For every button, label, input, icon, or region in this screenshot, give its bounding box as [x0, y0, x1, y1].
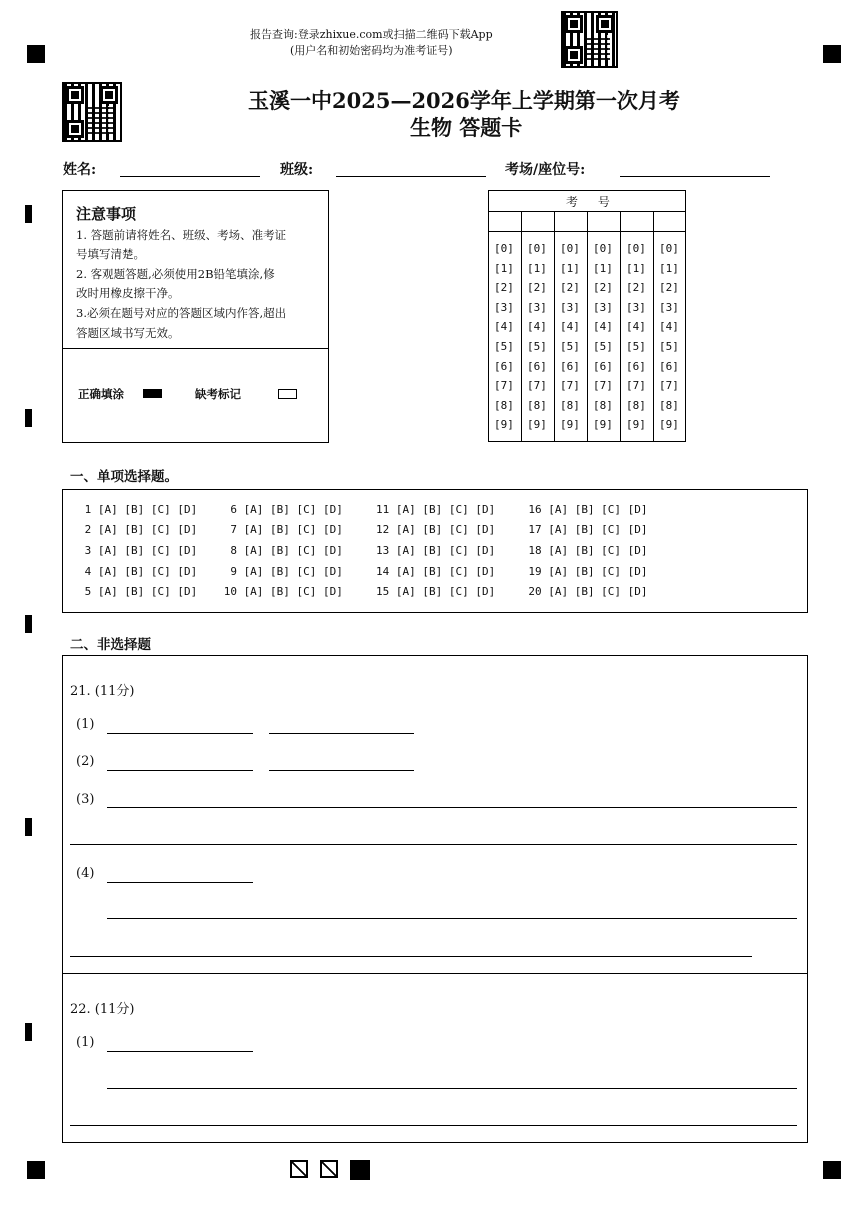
exam-digit-bubble[interactable]: [4]	[560, 320, 580, 334]
exam-digit-bubble[interactable]: [5]	[560, 340, 580, 353]
answer-line[interactable]	[107, 807, 797, 808]
exam-digit-bubble[interactable]: [4]	[659, 320, 679, 334]
q21-title: 21. (11分)	[70, 684, 135, 699]
exam-digit-bubble[interactable]: [3]	[626, 300, 646, 314]
notice-item: 改时用橡皮擦干净。	[76, 286, 180, 300]
exam-digit-bubble[interactable]: [1]	[527, 261, 547, 275]
exam-digit-bubble[interactable]: [6]	[560, 359, 580, 373]
section1-heading: 一、单项选择题。	[70, 469, 178, 485]
qr-code-icon	[561, 11, 618, 68]
exam-digit-bubble[interactable]: [7]	[626, 379, 646, 393]
answer-line[interactable]	[70, 1125, 797, 1126]
exam-digit-bubble[interactable]: [5]	[494, 340, 514, 353]
notice-item: 2. 客观题答题,必须使用2B铅笔填涂,修	[76, 267, 275, 281]
seat-field[interactable]	[620, 176, 770, 177]
exam-digit-bubble[interactable]: [9]	[626, 418, 646, 432]
timing-mark	[25, 409, 32, 427]
exam-digit-bubble[interactable]: [4]	[494, 320, 514, 334]
exam-digit-bubble[interactable]: [9]	[593, 418, 613, 432]
exam-digit-bubble[interactable]: [8]	[626, 398, 646, 412]
q22-title: 22. (11分)	[70, 1002, 135, 1017]
notice-item: 3.必须在题号对应的答题区域内作答,超出	[76, 306, 287, 320]
page-marker-hatched-icon	[320, 1160, 338, 1178]
q21-box	[62, 655, 808, 974]
exam-digit-bubble[interactable]: [6]	[659, 359, 679, 373]
exam-digit-bubble[interactable]: [2]	[560, 281, 580, 295]
choice-row[interactable]: 5 [A] [B] [C] [D] 10 [A] [B] [C] [D] 15 [A] [B] [C] [D] 20 [A] [B] [C] [D]	[78, 585, 648, 598]
q21-part4: (4)	[76, 866, 95, 881]
choice-row[interactable]: 4 [A] [B] [C] [D] 9 [A] [B] [C] [D] 14 [A] [B] [C] [D] 19 [A] [B] [C] [D]	[78, 565, 648, 578]
exam-digit-bubble[interactable]: [8]	[659, 398, 679, 412]
page-marker-hatched-icon	[290, 1160, 308, 1178]
q21-part3: (3)	[76, 792, 95, 807]
exam-digit-bubble[interactable]: [3]	[560, 300, 580, 314]
exam-digit-bubble[interactable]: [8]	[527, 398, 547, 412]
answer-line[interactable]	[269, 770, 414, 771]
report-line-1: 报告查询:登录zhixue.com或扫描二维码下载App	[250, 28, 493, 41]
q21-part2: (2)	[76, 754, 95, 769]
corner-marker-bottom-left	[27, 1161, 45, 1179]
seat-label: 考场/座位号:	[505, 162, 586, 178]
exam-digit-bubble[interactable]: [0]	[626, 242, 646, 255]
exam-digit-bubble[interactable]: [4]	[527, 320, 547, 334]
exam-digit-bubble[interactable]: [7]	[560, 379, 580, 393]
absent-mark-label: 缺考标记	[195, 387, 241, 401]
exam-digit-bubble[interactable]: [7]	[527, 379, 547, 393]
exam-digit-bubble[interactable]: [2]	[527, 281, 547, 295]
exam-digit-bubble[interactable]: [3]	[527, 300, 547, 314]
exam-digit-bubble[interactable]: [9]	[560, 418, 580, 432]
exam-digit-bubble[interactable]: [2]	[626, 281, 646, 295]
exam-digit-bubble[interactable]: [4]	[593, 320, 613, 334]
class-field[interactable]	[336, 176, 486, 177]
exam-digit-bubble[interactable]: [2]	[659, 281, 679, 295]
exam-digit-bubble[interactable]: [5]	[626, 340, 646, 353]
exam-digit-bubble[interactable]: [6]	[494, 359, 514, 373]
timing-mark	[25, 818, 32, 836]
name-field[interactable]	[120, 176, 260, 177]
exam-digit-bubble[interactable]: [1]	[593, 261, 613, 275]
timing-mark	[25, 1023, 32, 1041]
answer-line[interactable]	[70, 956, 752, 957]
timing-mark	[25, 205, 32, 223]
notice-heading: 注意事项	[76, 205, 137, 223]
exam-digit-bubble[interactable]: [3]	[494, 300, 514, 314]
page-title: 玉溪一中2025—2026学年上学期第一次月考	[248, 88, 680, 113]
exam-digit-bubble[interactable]: [1]	[659, 261, 679, 275]
exam-digit-bubble[interactable]: [0]	[560, 242, 580, 255]
exam-digit-bubble[interactable]: [2]	[593, 281, 613, 295]
exam-digit-bubble[interactable]: [3]	[659, 300, 679, 314]
exam-digit-bubble[interactable]: [0]	[527, 242, 547, 255]
exam-digit-bubble[interactable]: [5]	[659, 340, 679, 353]
exam-digit-bubble[interactable]: [1]	[626, 261, 646, 275]
q21-part1: (1)	[76, 717, 95, 732]
answer-line[interactable]	[107, 918, 797, 919]
exam-digit-bubble[interactable]: [8]	[494, 398, 514, 412]
qr-code-icon	[62, 82, 122, 142]
q22-part1: (1)	[76, 1035, 95, 1050]
name-label: 姓名:	[63, 162, 97, 178]
answer-line[interactable]	[107, 770, 253, 771]
section2-heading: 二、非选择题	[70, 637, 151, 653]
answer-line[interactable]	[70, 844, 797, 845]
exam-digit-bubble[interactable]: [9]	[659, 418, 679, 432]
choice-row[interactable]: 2 [A] [B] [C] [D] 7 [A] [B] [C] [D] 12 [A] [B] [C] [D] 17 [A] [B] [C] [D]	[78, 523, 648, 536]
class-label: 班级:	[280, 162, 314, 178]
answer-line[interactable]	[107, 733, 253, 734]
timing-mark	[25, 615, 32, 633]
corner-marker-top-right	[823, 45, 841, 63]
answer-line[interactable]	[107, 1088, 797, 1089]
exam-digit-bubble[interactable]: [3]	[593, 300, 613, 314]
exam-number-heading: 考 号	[566, 195, 618, 209]
grid-line	[587, 211, 588, 442]
page-marker-solid-icon	[350, 1160, 370, 1180]
exam-digit-bubble[interactable]: [9]	[494, 418, 514, 432]
exam-digit-bubble[interactable]: [8]	[593, 398, 613, 412]
exam-digit-bubble[interactable]: [6]	[626, 359, 646, 373]
exam-digit-bubble[interactable]: [7]	[494, 379, 514, 393]
exam-digit-bubble[interactable]: [1]	[494, 261, 514, 275]
exam-digit-bubble[interactable]: [1]	[560, 261, 580, 275]
notice-item: 号填写清楚。	[76, 247, 145, 261]
corner-marker-bottom-right	[823, 1161, 841, 1179]
answer-line[interactable]	[269, 733, 414, 734]
exam-digit-bubble[interactable]: [0]	[494, 242, 514, 255]
exam-digit-bubble[interactable]: [6]	[527, 359, 547, 373]
correct-fill-sample	[143, 389, 162, 398]
choice-row[interactable]: 3 [A] [B] [C] [D] 8 [A] [B] [C] [D] 13 [A] [B] [C] [D] 18 [A] [B] [C] [D]	[78, 544, 648, 557]
exam-digit-bubble[interactable]: [0]	[659, 242, 679, 255]
exam-digit-bubble[interactable]: [9]	[527, 418, 547, 432]
grid-line	[620, 211, 621, 442]
exam-digit-bubble[interactable]: [2]	[494, 281, 514, 295]
report-line-2: (用户名和初始密码均为准考证号)	[290, 44, 453, 57]
answer-line[interactable]	[107, 1051, 253, 1052]
answer-line[interactable]	[107, 882, 253, 883]
corner-marker-top-left	[27, 45, 45, 63]
q22-box	[62, 973, 808, 1143]
correct-fill-label: 正确填涂	[78, 387, 124, 401]
exam-digit-bubble[interactable]: [5]	[593, 340, 613, 353]
exam-digit-bubble[interactable]: [4]	[626, 320, 646, 334]
exam-digit-bubble[interactable]: [0]	[593, 242, 613, 255]
exam-digit-bubble[interactable]: [5]	[527, 340, 547, 353]
grid-line	[554, 211, 555, 442]
notice-item: 答题区域书写无效。	[76, 326, 180, 340]
exam-digit-bubble[interactable]: [7]	[593, 379, 613, 393]
notice-divider	[62, 348, 329, 349]
exam-digit-bubble[interactable]: [7]	[659, 379, 679, 393]
page-subtitle: 生物 答题卡	[410, 115, 523, 140]
exam-digit-bubble[interactable]: [8]	[560, 398, 580, 412]
choice-row[interactable]: 1 [A] [B] [C] [D] 6 [A] [B] [C] [D] 11 [A] [B] [C] [D] 16 [A] [B] [C] [D]	[78, 503, 648, 516]
exam-digit-bubble[interactable]: [6]	[593, 359, 613, 373]
notice-item: 1. 答题前请将姓名、班级、考场、准考证	[76, 228, 287, 242]
absent-mark-box[interactable]	[278, 389, 297, 399]
grid-line	[521, 211, 522, 442]
grid-line	[653, 211, 654, 442]
